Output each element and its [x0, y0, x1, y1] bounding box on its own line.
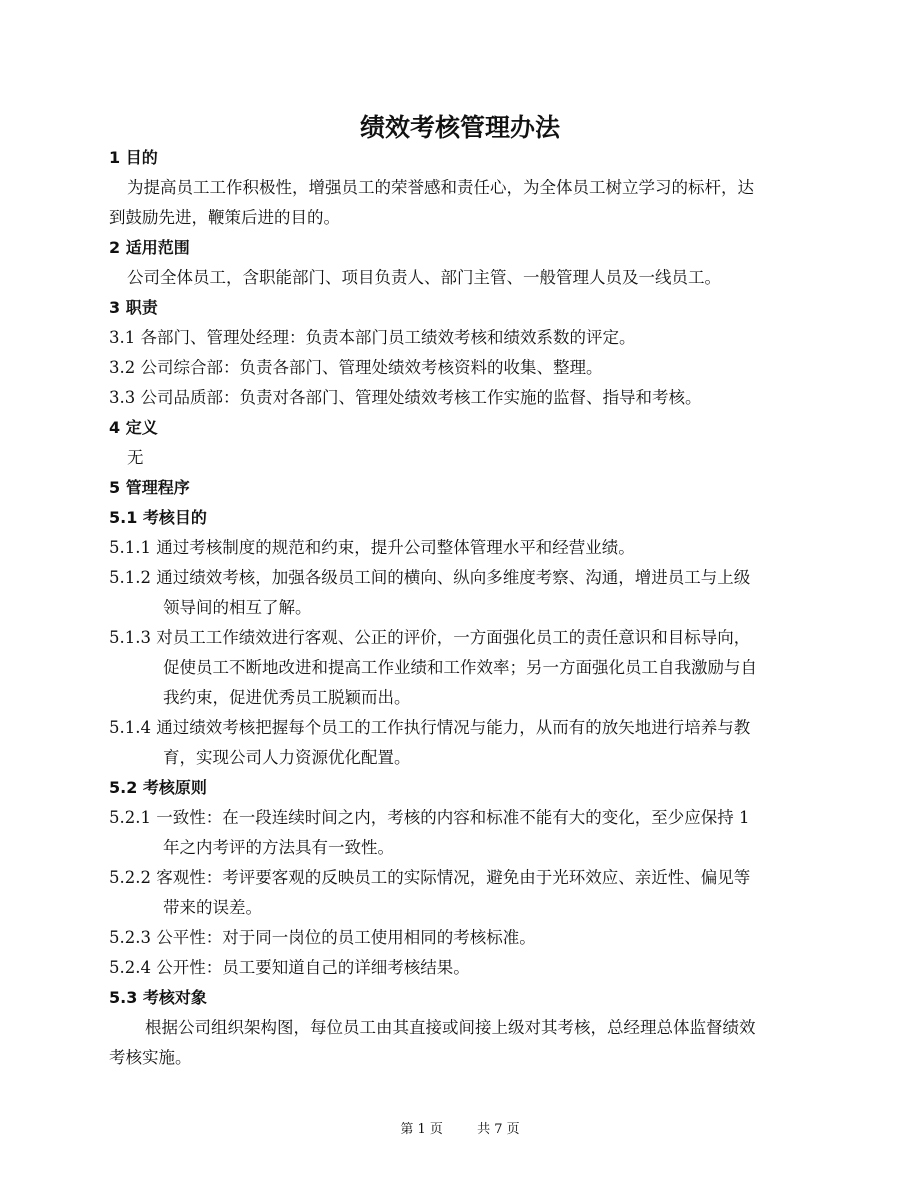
text-line: 公司全体员工，含职能部门、项目负责人、部门主管、一般管理人员及一线员工。 [127, 268, 721, 287]
text-line: 5.2.2 客观性：考评要客观的反映员工的实际情况，避免由于光环效应、亲近性、偏见等 [109, 868, 751, 887]
text-line: 促使员工不断地改进和提高工作业绩和工作效率；另一方面强化员工自我激励与自 [163, 658, 757, 677]
text-line: 育，实现公司人力资源优化配置。 [163, 748, 411, 767]
section-heading: 1 目的 [109, 148, 158, 167]
text-line: 带来的误差。 [163, 898, 262, 917]
text-line: 5.1.2 通过绩效考核，加强各级员工间的横向、纵向多维度考察、沟通，增进员工与上级 [109, 568, 751, 587]
text-line: 无 [127, 448, 144, 467]
text-line: 3.1 各部门、管理处经理：负责本部门员工绩效考核和绩效系数的评定。 [109, 328, 636, 347]
text-line: 考核实施。 [109, 1048, 192, 1067]
section-heading: 2 适用范围 [109, 238, 190, 257]
text-line: 5.1.1 通过考核制度的规范和约束，提升公司整体管理水平和经营业绩。 [109, 538, 635, 557]
text-line: 到鼓励先进，鞭策后进的目的。 [109, 208, 340, 227]
text-line: 5.2.1 一致性：在一段连续时间之内，考核的内容和标准不能有大的变化，至少应保持 1 [109, 808, 750, 827]
text-line: 我约束，促进优秀员工脱颖而出。 [163, 688, 411, 707]
text-line: 为提高员工工作积极性，增强员工的荣誉感和责任心，为全体员工树立学习的标杆，达 [127, 178, 754, 197]
text-line: 3.3 公司品质部：负责对各部门、管理处绩效考核工作实施的监督、指导和考核。 [109, 388, 702, 407]
section-heading: 5.1 考核目的 [109, 508, 207, 527]
text-line: 5.2.4 公开性：员工要知道自己的详细考核结果。 [109, 958, 470, 977]
page-footer [0, 1118, 920, 1137]
section-heading: 5 管理程序 [109, 478, 190, 497]
section-heading: 5.2 考核原则 [109, 778, 207, 797]
text-line: 3.2 公司综合部：负责各部门、管理处绩效考核资料的收集、整理。 [109, 358, 603, 377]
text-line: 年之内考评的方法具有一致性。 [163, 838, 394, 857]
text-line: 领导间的相互了解。 [163, 598, 312, 617]
text-line: 5.1.4 通过绩效考核把握每个员工的工作执行情况与能力，从而有的放矢地进行培养与教 [109, 718, 751, 737]
text-line: 5.1.3 对员工工作绩效进行客观、公正的评价，一方面强化员工的责任意识和目标导向， [109, 628, 751, 647]
section-heading: 3 职责 [109, 298, 158, 317]
section-heading: 5.3 考核对象 [109, 988, 207, 1007]
document-title: 绩效考核管理办法 [359, 113, 560, 142]
text-line: 根据公司组织架构图，每位员工由其直接或间接上级对其考核，总经理总体监督绩效 [145, 1018, 756, 1037]
text-line: 5.2.3 公平性：对于同一岗位的员工使用相同的考核标准。 [109, 928, 536, 947]
page-total: 共 7 页 [477, 1122, 520, 1137]
section-heading: 4 定义 [109, 418, 158, 437]
page-number: 第 1 页 [400, 1122, 443, 1137]
